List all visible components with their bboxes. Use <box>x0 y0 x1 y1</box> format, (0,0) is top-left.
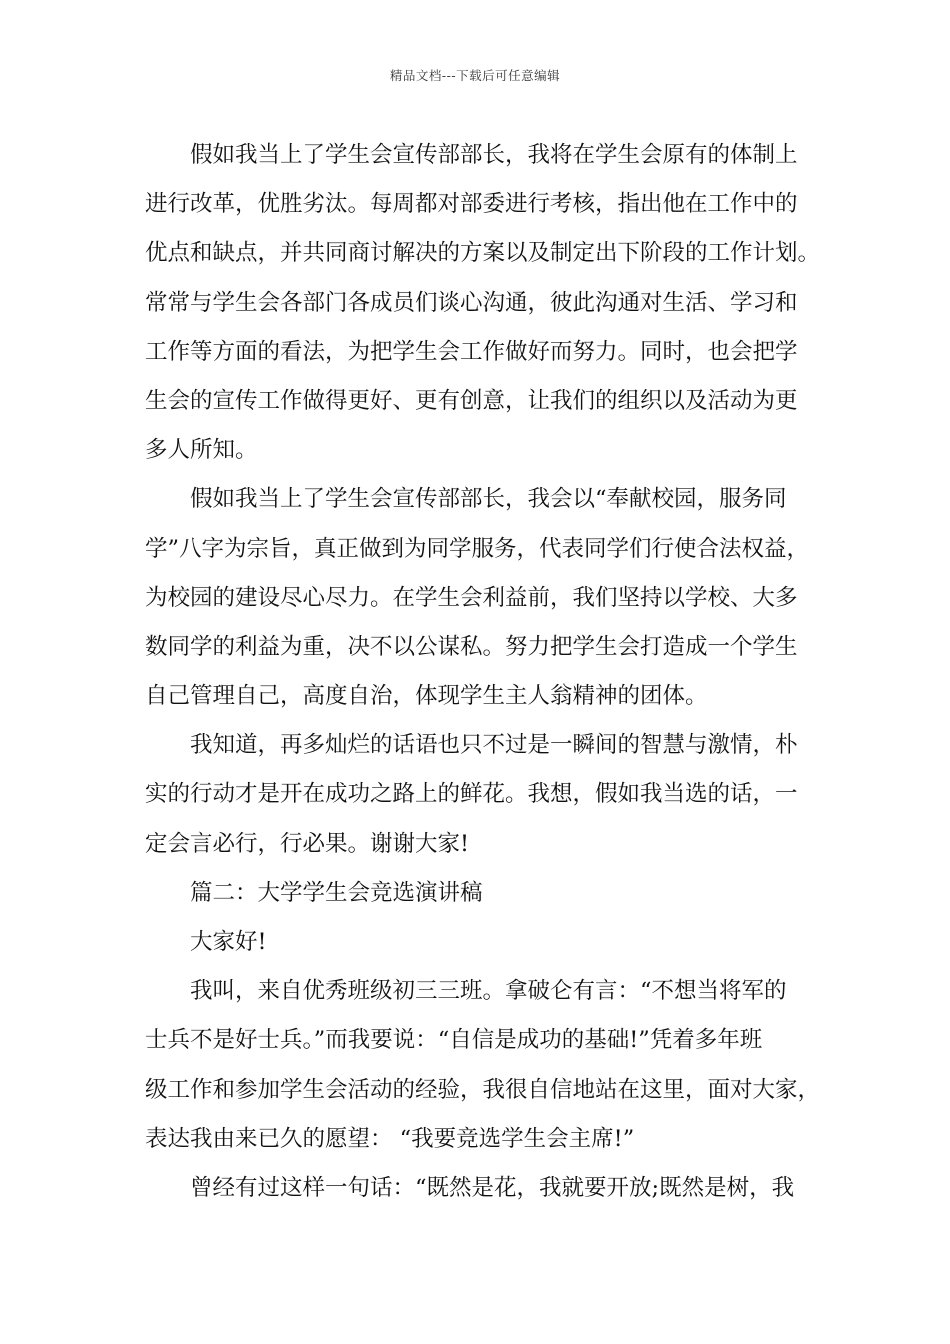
text-line: 生会的宣传工作做得更好、更有创意，让我们的组织以及活动为更 <box>145 387 798 414</box>
text-line: 定会言必行，行必果。谢谢大家! <box>145 830 470 857</box>
text-line: 实的行动才是开在成功之路上的鲜花。我想，假如我当选的话，一 <box>145 781 798 808</box>
page-header: 精品文档---下载后可任意编辑 <box>389 68 561 83</box>
text-line: 表达我由来已久的愿望： “我要竞选学生会主席!” <box>145 1125 635 1152</box>
text-line: 数同学的利益为重，决不以公谋私。努力把学生会打造成一个学生 <box>145 633 798 660</box>
text-line: 多人所知。 <box>145 437 258 464</box>
text-line: 我知道，再多灿烂的话语也只不过是一瞬间的智慧与激情，朴 <box>190 732 798 759</box>
text-line: 士兵不是好士兵。”而我要说：“自信是成功的基础!”凭着多年班 <box>145 1027 763 1054</box>
text-line: 学”八字为宗旨，真正做到为同学服务，代表同学们行使合法权益， <box>145 535 810 562</box>
text-line: 自己管理自己，高度自治，体现学生主人翁精神的团体。 <box>145 683 708 710</box>
document-body <box>145 131 825 1213</box>
text-line: 进行改革，优胜劣汰。每周都对部委进行考核，指出他在工作中的 <box>145 191 798 218</box>
text-line: 假如我当上了学生会宣传部部长，我会以“奉献校园，服务同 <box>190 486 787 513</box>
text-line: 常常与学生会各部门各成员们谈心沟通，彼此沟通对生活、学习和 <box>145 289 798 316</box>
text-line: 工作等方面的看法，为把学生会工作做好而努力。同时，也会把学 <box>145 338 798 365</box>
text-line: 优点和缺点，并共同商讨解决的方案以及制定出下阶段的工作计划。 <box>145 240 821 267</box>
text-line: 为校园的建设尽心尽力。在学生会利益前，我们坚持以学校、大多 <box>145 584 798 611</box>
text-line: 曾经有过这样一句话：“既然是花，我就要开放;既然是树，我 <box>190 1174 795 1201</box>
text-line: 级工作和参加学生会活动的经验，我很自信地站在这里，面对大家， <box>145 1076 821 1103</box>
greeting-line: 大家好! <box>190 929 267 955</box>
section-heading: 篇二：大学学生会竞选演讲稿 <box>190 879 483 906</box>
text-line: 假如我当上了学生会宣传部部长，我将在学生会原有的体制上 <box>190 142 798 168</box>
text-line: 我叫，来自优秀班级初三三班。拿破仑有言：“不想当将军的 <box>190 978 787 1005</box>
